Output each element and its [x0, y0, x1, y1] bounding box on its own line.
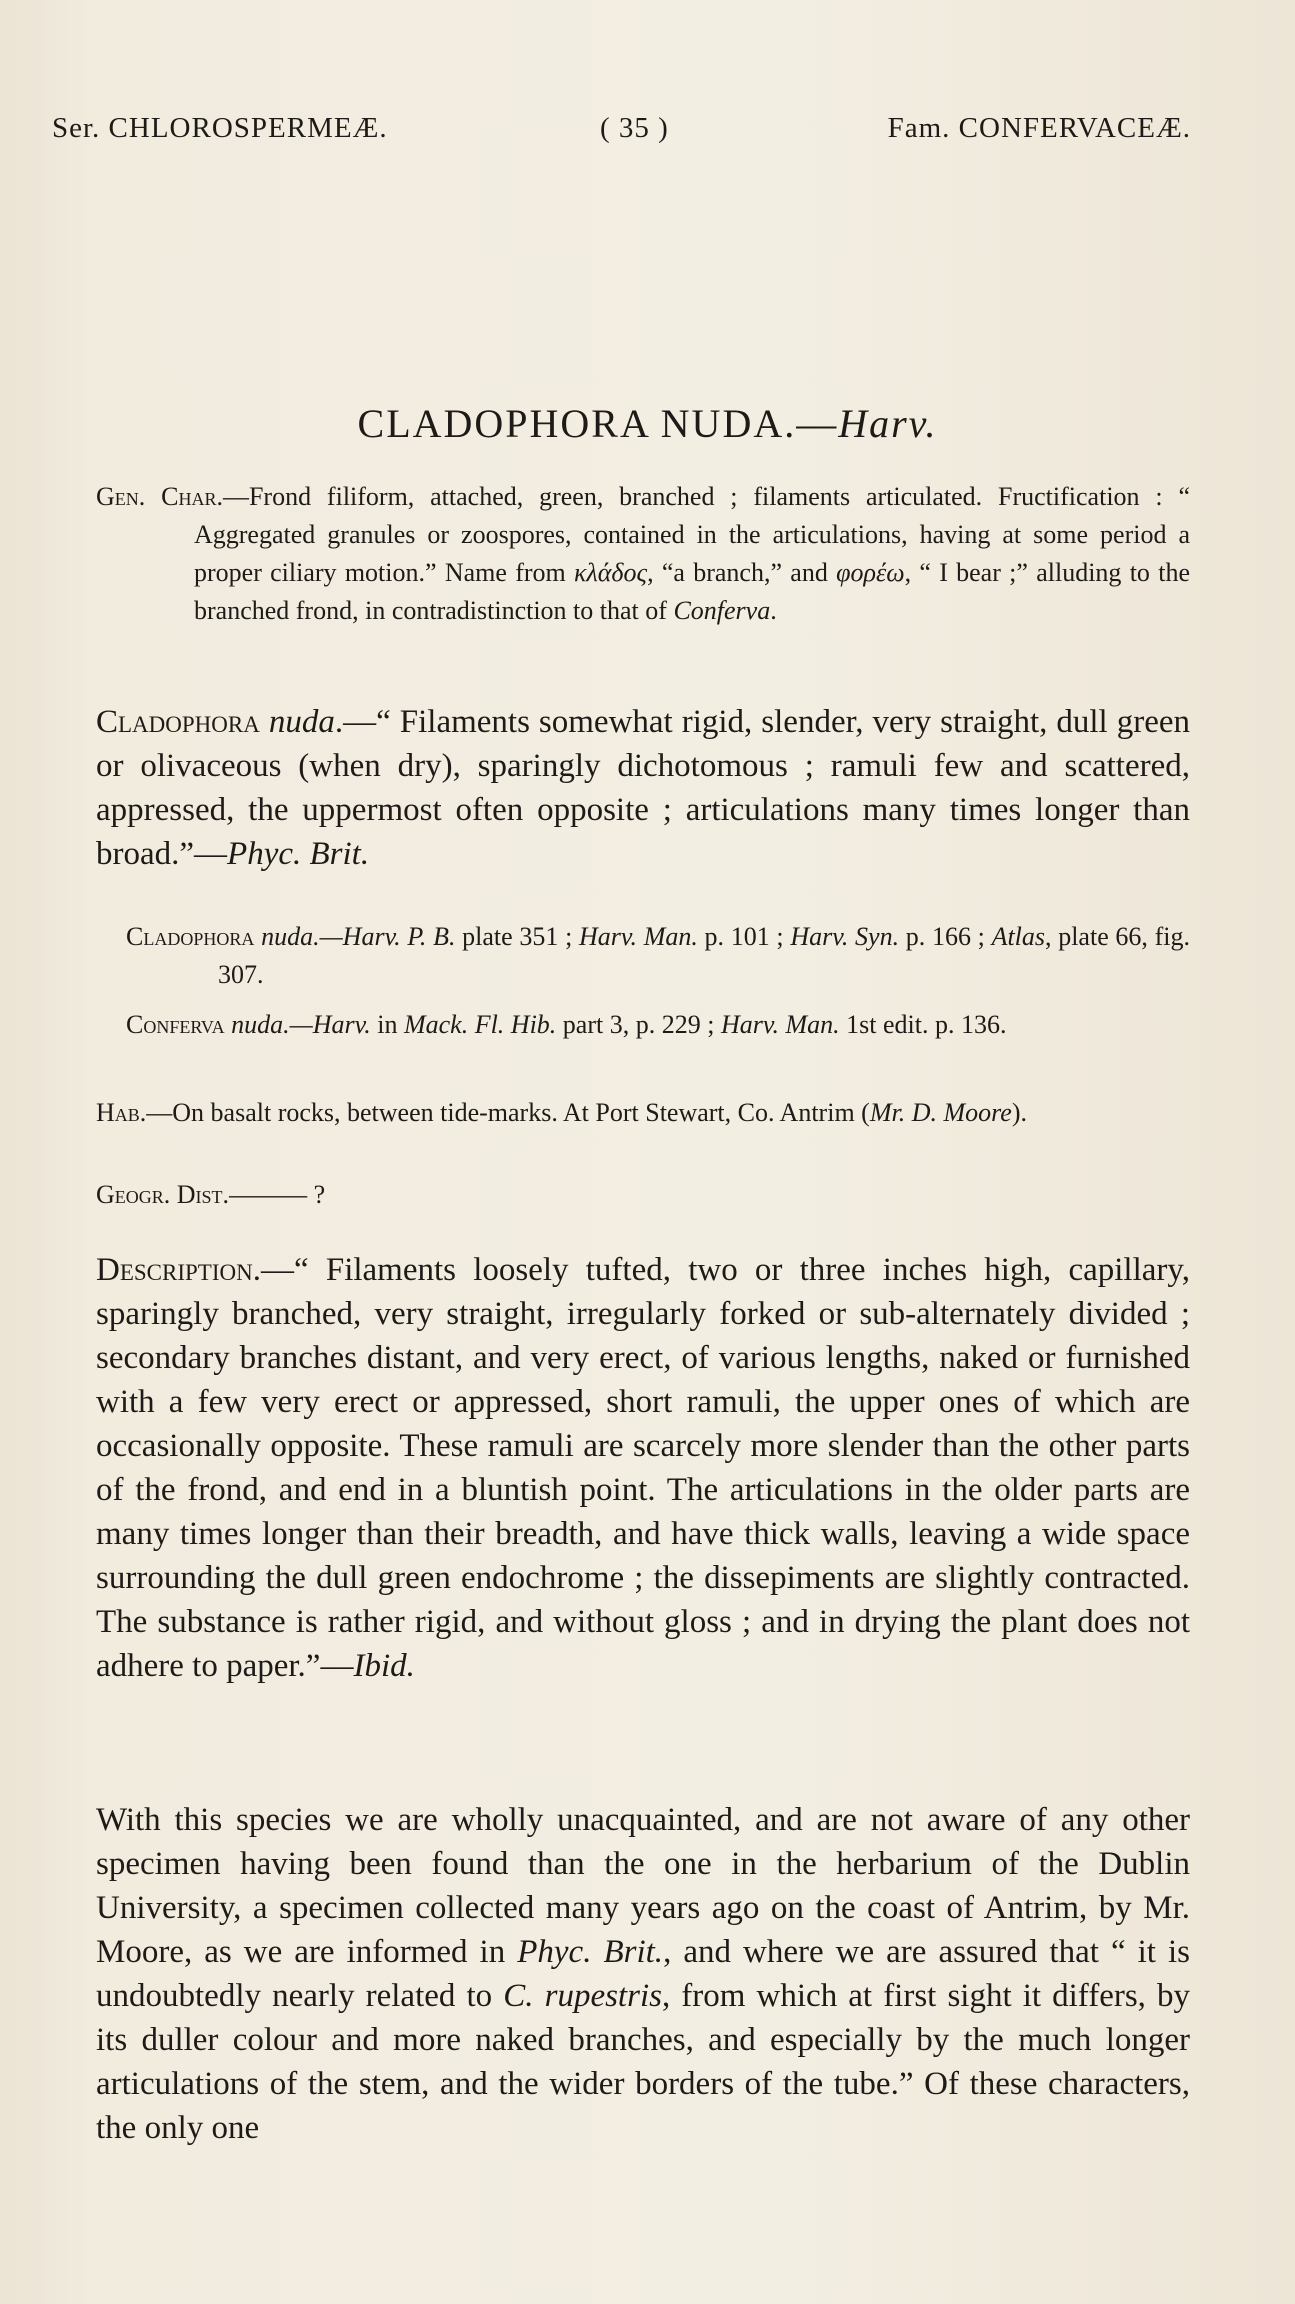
ref2-edit: 1st edit. p. 136. [839, 1010, 1007, 1039]
ref2-species-author: nuda.—Harv. [231, 1010, 371, 1039]
ref1-p101: p. 101 ; [697, 922, 791, 951]
commentary-phyc: Phyc. Brit. [517, 1934, 664, 1970]
title-main: CLADOPHORA NUDA.— [357, 401, 839, 446]
ref1-atlas: Atlas [991, 922, 1046, 951]
genus-char-greek-2: φορέω [836, 558, 905, 587]
ref1-harv-syn: Harv. Syn. [790, 922, 900, 951]
species-genus: Cladophora [96, 704, 260, 740]
title-author: Harv. [838, 401, 938, 446]
genus-char-text-1: —Frond filiform, attached, green, branched ; filaments articulated. Fructification : “ Aggregated granules or zoospores, contained in the articulations, having at some period a proper ciliary motion.” Name from [194, 482, 1190, 587]
habitat-collector: Mr. D. Moore [869, 1098, 1012, 1127]
running-header [52, 112, 1191, 152]
reference-1 [126, 918, 1190, 994]
genus-char-end: . [770, 596, 777, 625]
reference-2 [126, 1006, 1190, 1044]
description-label: Description. [96, 1252, 261, 1288]
commentary-text-2: , and where we are assured that “ it is undoubtedly nearly related to [96, 1934, 1190, 2014]
species-name: nuda [268, 704, 335, 740]
commentary-rupestris: C. rupestris [503, 1978, 662, 2014]
header-series: Ser. CHLOROSPERMEÆ. [52, 112, 388, 144]
species-description [96, 700, 1190, 876]
ref1-plate: plate 351 ; [455, 922, 579, 951]
description [96, 1248, 1190, 1688]
ref1-harv-man: Harv. Man. [579, 922, 698, 951]
ref1-species-author: nuda.—Harv. P. B. [261, 922, 456, 951]
ref2-in: in [370, 1010, 404, 1039]
description-source: Ibid. [353, 1648, 415, 1684]
genus-characters [96, 478, 1190, 630]
genus-char-text-3: , “ I bear ;” alluding to the branched frond, in contradistinction to that of [194, 558, 1190, 625]
commentary [96, 1798, 1190, 2150]
header-family: Fam. CONFERVACEÆ. [887, 112, 1191, 144]
habitat-label: Hab. [96, 1098, 147, 1127]
geographic-distribution [96, 1176, 1190, 1214]
page-title [0, 400, 1295, 447]
ref2-harv-man: Harv. Man. [720, 1010, 840, 1039]
species-text: .—“ Filaments somewhat rigid, slender, very straight, dull green or olivaceous (when dry), sparingly dichotomous ; ramuli few and scattered, appressed, the uppermost often opposite ; articulations many times longer than broad.”— [96, 704, 1190, 872]
genus-char-conferva: Conferva [673, 596, 771, 625]
ref1-genus: Cladophora [126, 922, 255, 951]
ref2-mack: Mack. Fl. Hib. [403, 1010, 557, 1039]
ref2-part: part 3, p. 229 ; [556, 1010, 721, 1039]
genus-char-text-2: , “a branch,” and [647, 558, 837, 587]
habitat [96, 1094, 1190, 1132]
habitat-text: —On basalt rocks, between tide-marks. At Port Stewart, Co. Antrim ( [146, 1098, 870, 1127]
species-source: Phyc. Brit. [227, 836, 370, 872]
page-number: ( 35 ) [600, 112, 669, 144]
geogr-label: Geogr. Dist. [96, 1180, 230, 1209]
genus-char-label: Gen. Char. [96, 482, 223, 511]
habitat-end: ). [1011, 1098, 1028, 1127]
description-text: —“ Filaments loosely tufted, two or three inches high, capillary, sparingly branched, very straight, irregularly forked or sub-alternately divided ; secondary branches distant, and very erect, of various lengths, naked or furnished with a few very erect or appressed, short ramuli, the upper ones of which are occasionally opposite. These ramuli are scarcely more slender than the other parts of the frond, and end in a bluntish point. The articulations in the older parts are many times longer than their breadth, and have thick walls, leaving a wide space surrounding the dull green endochrome ; the dissepiments are slightly contracted. The substance is rather rigid, and without gloss ; and in drying the plant does not adhere to paper.”— [96, 1252, 1190, 1684]
commentary-text-3: , from which at first sight it differs, by its duller colour and more naked branches, and especially by the much longer articulations of the stem, and the wider borders of the tube.” Of these characters, the only one [96, 1978, 1191, 2146]
ref2-genus: Conferva [126, 1010, 225, 1039]
commentary-text-1: With this species we are wholly unacquainted, and are not aware of any other specimen having been found than the one in the herbarium of the Dublin University, a specimen collected many years ago on the coast of Antrim, by Mr. Moore, as we are informed in [96, 1802, 1190, 1970]
ref1-p166: p. 166 ; [899, 922, 992, 951]
geogr-text: ——— ? [229, 1180, 326, 1209]
ref1-atlas-rest: , plate 66, fig. 307. [218, 922, 1190, 989]
genus-char-greek-1: κλάδος [574, 558, 648, 587]
